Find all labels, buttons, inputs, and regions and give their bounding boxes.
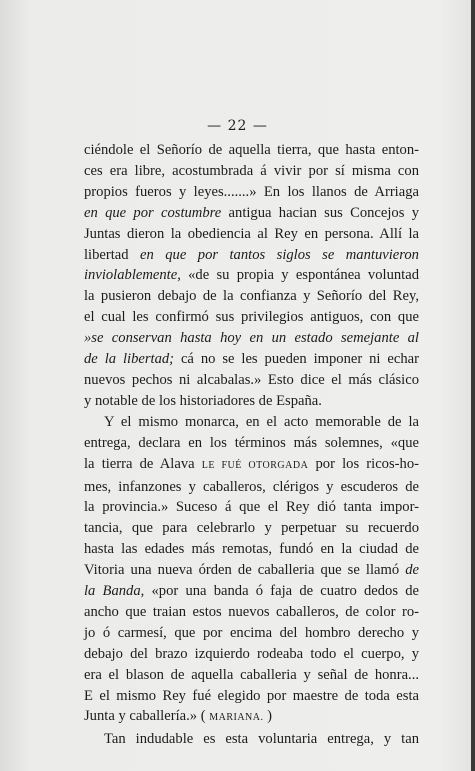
paragraph-1 — [84, 140, 419, 412]
text-line: la pusieron debajo de la confianza y Señorío del Rey, — [84, 288, 419, 305]
italic-phrase: inviolablemente — [84, 267, 178, 284]
text-line: debajo del brazo izquierdo rodeaba todo el cuerpo, y — [84, 645, 419, 662]
text-line: en que por costumbre antigua hacian sus Concejos y — [84, 204, 419, 221]
text-line: hasta las edades más remotas, fundó en la ciudad de — [84, 541, 419, 558]
text-line: Y el mismo monarca, en el acto memorable de la — [104, 413, 419, 430]
text-line: E el mismo Rey fué elegido por maestre de toda esta — [84, 687, 419, 704]
text-line: y notable de los historiadores de España. — [84, 392, 322, 409]
body-text — [84, 140, 419, 750]
paragraph-2 — [84, 412, 419, 730]
small-caps-phrase: LE FUÉ OTORGADA — [201, 459, 309, 471]
page-edge-shadow — [471, 0, 475, 771]
text-line: Juntas dieron la obediencia al Rey en persona. Allí la — [84, 225, 419, 242]
text-line: de la libertad; cá no se les pueden imponer ni echar — [84, 351, 419, 368]
text-line: libertad en que por tantos siglos se mantuvieron — [84, 246, 419, 263]
italic-phrase: la Banda — [84, 583, 141, 600]
text-line: la Banda, «por una banda ó faja de cuatro dedos de — [84, 583, 419, 600]
text-line: el cual les confirmó sus privilegios antiguos, con que — [84, 309, 419, 326]
italic-phrase: de la libertad; — [84, 351, 175, 368]
text-line: la provincia.» Suceso á que el Rey dió tanta impor- — [84, 499, 419, 516]
text-line: Tan indudable es esta voluntaria entrega, y tan — [104, 731, 419, 748]
text-line — [84, 328, 419, 349]
text-line: propios fueros y leyes.......» En los llanos de Arriaga — [84, 183, 419, 200]
text-line: tancia, que para celebrarlo y perpetuar su recuerdo — [84, 520, 419, 537]
text-line: entrega, declara en los términos más solemnes, «que — [84, 434, 419, 451]
italic-phrase: »se conservan hasta hoy en un estado semejante al — [84, 330, 419, 347]
text-line: inviolablemente, «de su propia y espontánea voluntad — [84, 267, 419, 284]
text-line: ancho que traian estos nuevos caballeros, de color ro- — [84, 603, 419, 620]
text-line: ces era libre, acostumbrada á vivir por sí misma con — [84, 162, 419, 179]
italic-phrase: en que por costumbre — [84, 204, 222, 221]
text-line: mes, infanzones y caballeros, clérigos y escuderos de — [84, 478, 419, 495]
small-caps-phrase: MARIANA. — [209, 712, 264, 724]
text-line: la tierra de Alava LE FUÉ OTORGADA por los ricos-ho- — [84, 455, 419, 472]
text-line: ciéndole el Señorío de aquella tierra, que hasta enton- — [84, 142, 419, 158]
page-number: — 22 — — [207, 118, 268, 134]
text-line: nuevos pechos ni alcabalas.» Esto dice el más clásico — [84, 371, 419, 388]
paragraph-3 — [84, 729, 419, 750]
text-line: era el blason de aquella caballeria y señal de honra... — [84, 666, 419, 683]
italic-phrase: de — [405, 562, 419, 579]
text-line: jo ó carmesí, que por encima del hombro derecho y — [84, 624, 419, 641]
text-line: Vitoria una nueva órden de caballeria que se llamó de — [84, 562, 419, 579]
italic-phrase: en que por tantos siglos se mantuvieron — [140, 246, 419, 263]
text-line: Junta y caballería.» ( MARIANA. ) — [84, 708, 273, 725]
